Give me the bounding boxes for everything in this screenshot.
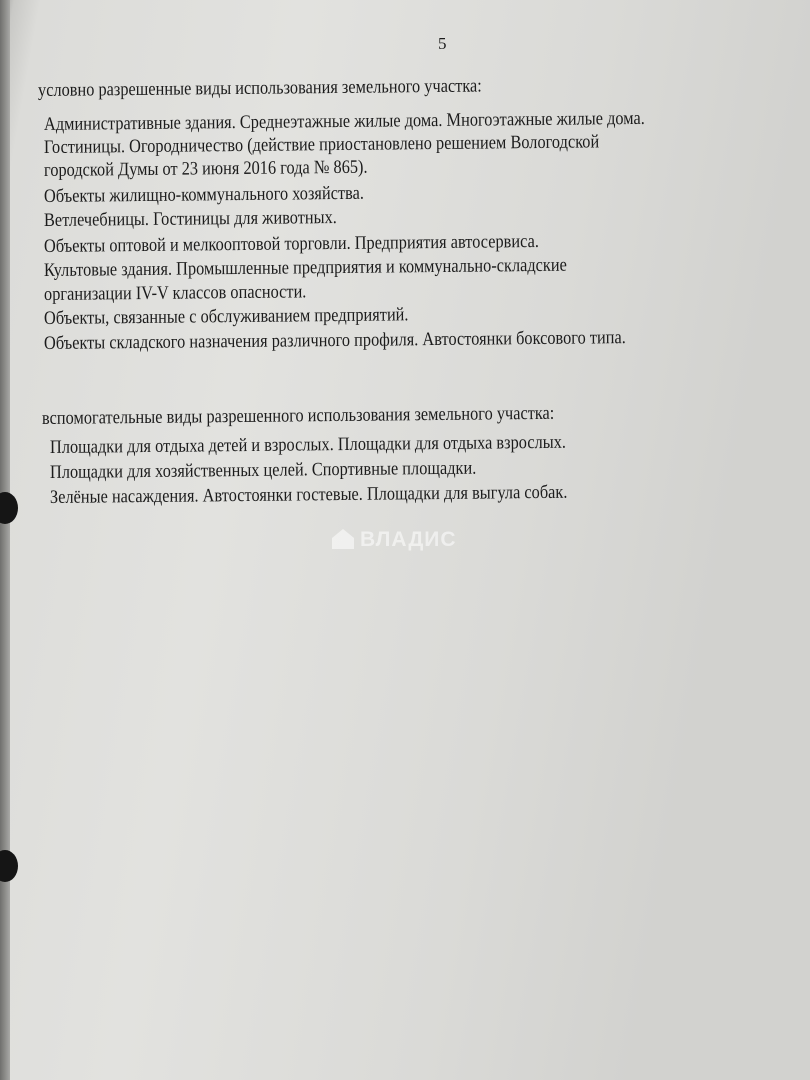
section-heading: вспомогательные виды разрешенного использования земельного участка: <box>41 402 555 429</box>
punch-hole <box>0 850 18 882</box>
list-line: Административные здания. Среднеэтажные жилые дома. Многоэтажные жилые дома. <box>43 107 645 135</box>
list-line: Площадки для отдыха детей и взрослых. Площадки для отдыха взрослых. <box>49 431 567 458</box>
list-line: Зелёные насаждения. Автостоянки гостевые. Площадки для выгула собак. <box>49 481 568 508</box>
page-edge-shadow <box>0 0 10 1080</box>
house-logo-icon <box>332 529 354 549</box>
watermark <box>332 528 457 552</box>
section-heading: условно разрешенные виды использования земельного участка: <box>37 75 482 101</box>
watermark-text: ВЛАДИС <box>360 528 457 551</box>
list-line: Объекты жилищно-коммунального хозяйства. <box>43 182 364 207</box>
list-line: Культовые здания. Промышленные предприятия и коммунально-складские <box>43 254 567 281</box>
punch-hole <box>0 492 18 524</box>
list-line: Площадки для хозяйственных целей. Спортивные площадки. <box>49 457 477 483</box>
list-line: городской Думы от 23 июня 2016 года № 865). <box>43 156 368 181</box>
list-line: Ветлечебницы. Гостиницы для животных. <box>43 207 337 231</box>
list-line: организации IV-V классов опасности. <box>43 281 307 305</box>
list-line: Гостиницы. Огородничество (действие приостановлено решением Вологодской <box>43 131 600 158</box>
page-number: 5 <box>438 34 447 53</box>
list-line: Объекты складского назначения различного профиля. Автостоянки боксового типа. <box>43 327 626 354</box>
list-line: Объекты оптовой и мелкооптовой торговли. Предприятия автосервиса. <box>43 230 539 257</box>
list-line: Объекты, связанные с обслуживанием предприятий. <box>43 304 409 329</box>
